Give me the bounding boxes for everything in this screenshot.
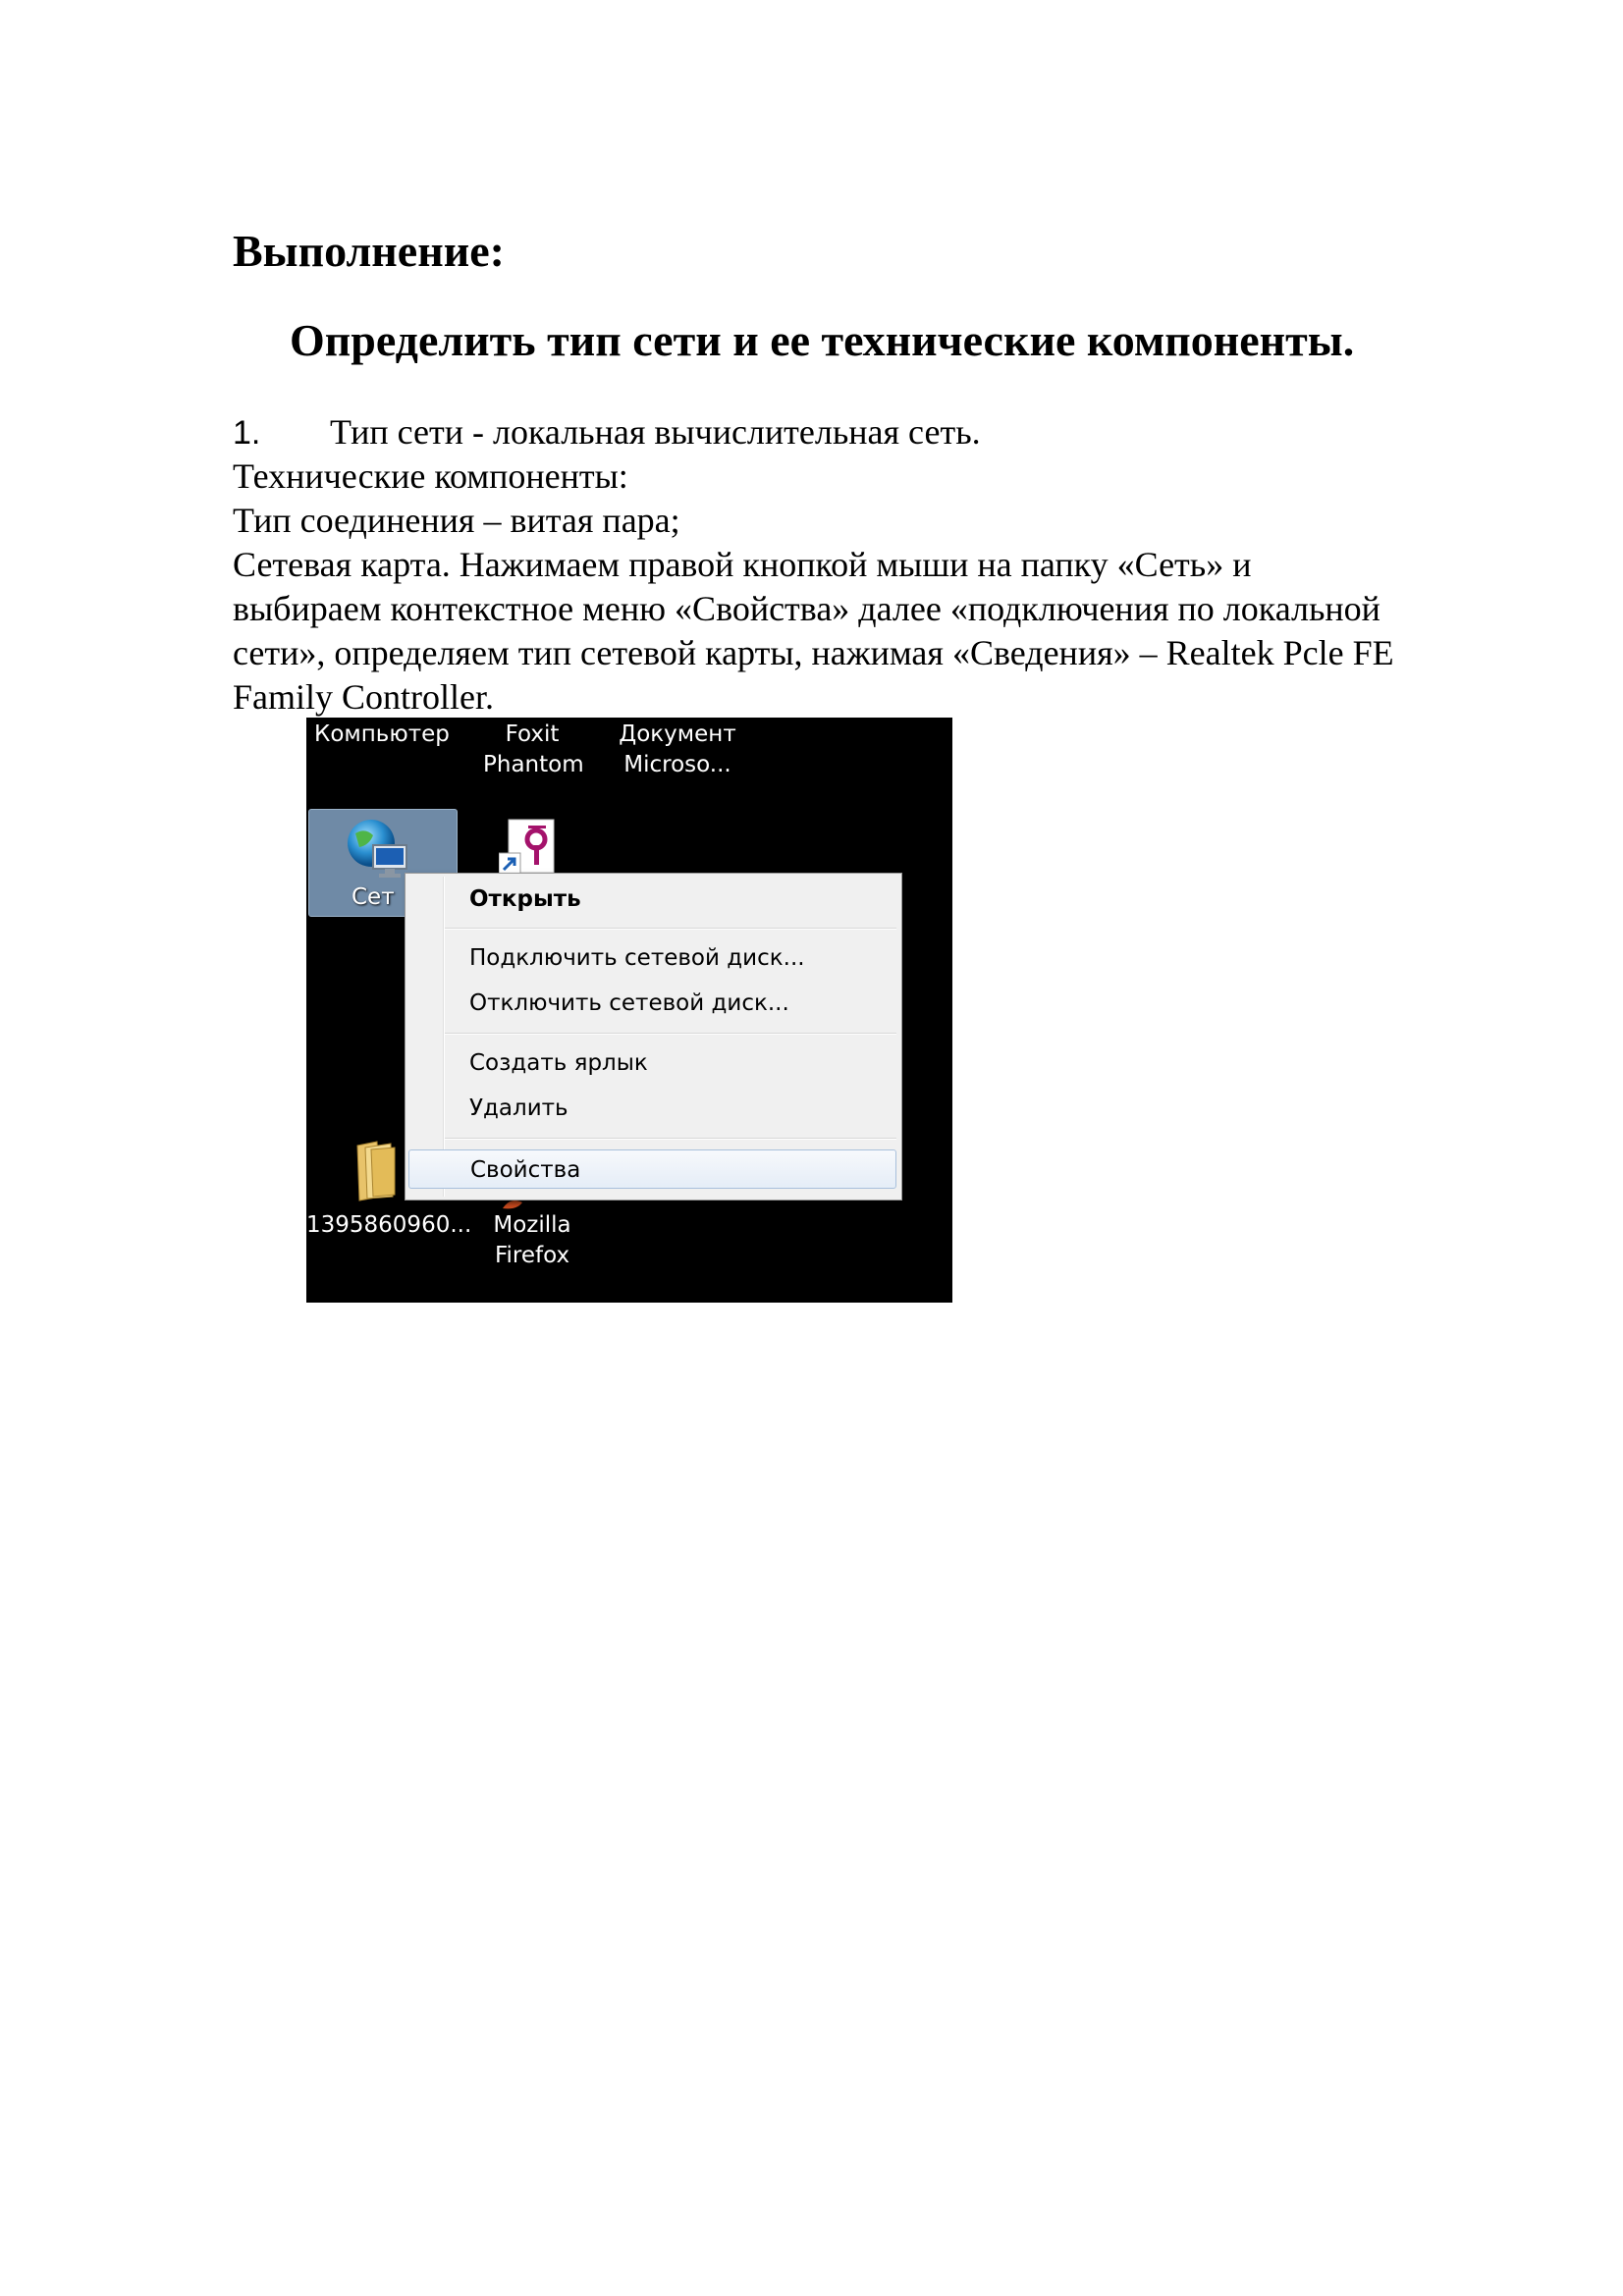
folder-icon[interactable]	[352, 1140, 399, 1202]
paragraph-line: Тип сети - локальная вычислительная сеть.	[330, 412, 981, 452]
network-globe-icon	[344, 814, 412, 884]
menu-separator	[445, 1138, 896, 1140]
paragraph-line: Технические компоненты:	[233, 456, 628, 496]
menu-item-open[interactable]	[408, 880, 896, 919]
folder-label[interactable]: 1395860960...	[306, 1212, 472, 1238]
menu-separator	[445, 1033, 896, 1035]
document-label-line1: Документ	[619, 721, 736, 747]
document-label[interactable]	[619, 720, 736, 780]
foxit-label[interactable]	[483, 720, 584, 780]
menu-separator	[445, 928, 896, 930]
list-number: 1.	[233, 414, 261, 452]
paragraph-line: Тип соединения – витая пара;	[233, 501, 680, 540]
menu-item-create-shortcut[interactable]	[408, 1043, 896, 1083]
foxit-label-line2: Phantom	[483, 752, 584, 777]
document-label-line2: Microso...	[623, 752, 731, 777]
paragraph-line: Family Controller.	[233, 677, 494, 717]
context-menu	[405, 873, 902, 1201]
menu-item-properties[interactable]	[408, 1149, 896, 1189]
menu-item-properties-label: Свойства	[470, 1157, 581, 1183]
menu-item-map-drive-label: Подключить сетевой диск...	[469, 945, 805, 971]
menu-item-create-shortcut-label: Создать ярлык	[469, 1050, 648, 1076]
foxit-label-line1: Foxit	[505, 721, 560, 747]
firefox-label[interactable]	[483, 1210, 581, 1271]
menu-item-open-label: Открыть	[469, 886, 581, 912]
paragraph-line: сети», определяем тип сетевой карты, нажимая «Сведения» – Realtek Pcle FE	[233, 633, 1394, 672]
desktop-screenshot	[306, 718, 952, 1303]
menu-item-map-network-drive[interactable]	[408, 938, 896, 978]
access-shortcut-icon[interactable]	[499, 818, 560, 879]
task-title: Определить тип сети и ее технические компоненты.	[290, 315, 1355, 365]
menu-item-delete[interactable]	[408, 1089, 896, 1128]
paragraph-line: выбираем контекстное меню «Свойства» далее «подключения по локальной	[233, 589, 1380, 628]
body-text	[233, 410, 1509, 720]
menu-item-disconnect-drive-label: Отключить сетевой диск...	[469, 990, 789, 1016]
computer-label[interactable]: Компьютер	[314, 721, 450, 747]
paragraph-line: Сетевая карта. Нажимаем правой кнопкой мыши на папку «Сеть» и	[233, 545, 1252, 584]
menu-item-disconnect-network-drive[interactable]	[408, 984, 896, 1023]
section-heading: Выполнение:	[233, 226, 505, 276]
firefox-label-line1: Mozilla	[493, 1212, 571, 1238]
firefox-label-line2: Firefox	[494, 1243, 570, 1268]
list-item-1	[233, 410, 1509, 454]
network-label[interactable]: Сет	[352, 884, 395, 910]
menu-item-delete-label: Удалить	[469, 1095, 568, 1121]
